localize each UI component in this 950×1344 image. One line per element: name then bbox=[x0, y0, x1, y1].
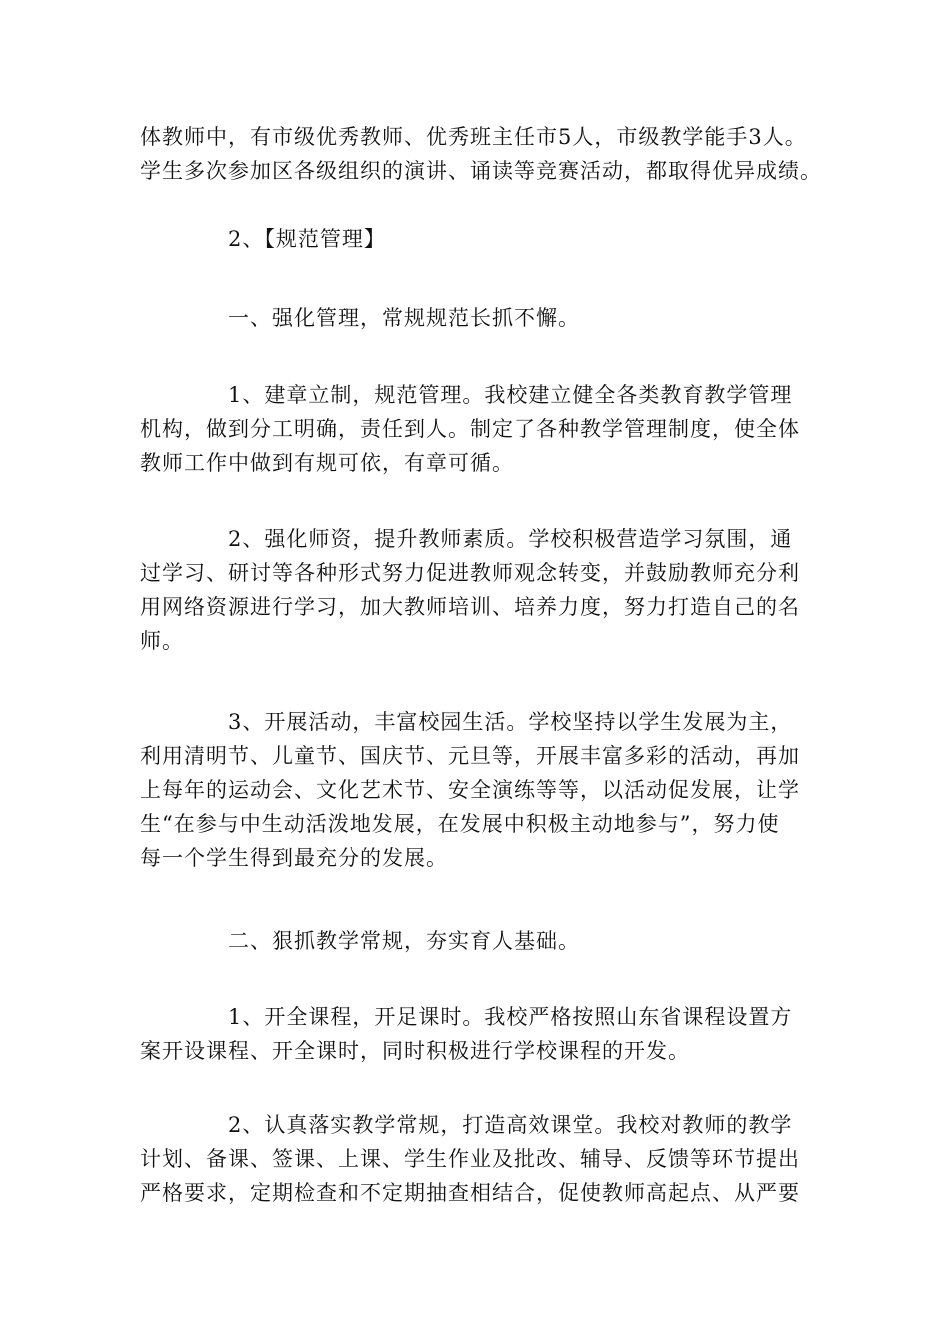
text-line: 体教师中，有市级优秀教师、优秀班主任市5人，市级教学能手3人。 bbox=[140, 125, 807, 149]
paragraph-rules bbox=[140, 378, 812, 480]
section-heading-management bbox=[140, 222, 812, 256]
text-line: 严格要求，定期检查和不定期抽查相结合，促使教师高起点、从严要 bbox=[140, 1181, 800, 1205]
subheading-teaching-routine bbox=[140, 924, 812, 958]
paragraph-activities bbox=[140, 705, 812, 875]
paragraph-classroom bbox=[140, 1108, 812, 1210]
text-line: 2、【规范管理】 bbox=[140, 227, 386, 251]
text-line: 1、开全课程，开足课时。我校严格按照山东省课程设置方 bbox=[140, 1005, 793, 1029]
text-line: 生“在参与中生动活泼地发展，在发展中积极主动地参与”，努力使 bbox=[140, 812, 780, 836]
text-line: 师。 bbox=[140, 629, 184, 653]
subheading-strengthen-management bbox=[140, 301, 812, 335]
text-line: 学生多次参加区各级组织的演讲、诵读等竞赛活动，都取得优异成绩。 bbox=[140, 159, 822, 183]
text-line: 二、狠抓教学常规，夯实育人基础。 bbox=[140, 929, 580, 953]
text-line: 用网络资源进行学习，加大教师培训、培养力度，努力打造自己的名 bbox=[140, 595, 800, 619]
text-line: 每一个学生得到最充分的发展。 bbox=[140, 846, 448, 870]
text-line: 2、强化师资，提升教师素质。学校积极营造学习氛围，通 bbox=[140, 527, 793, 551]
paragraph-achievements bbox=[140, 120, 822, 188]
text-line: 3、开展活动，丰富校园生活。学校坚持以学生发展为主， bbox=[140, 710, 793, 734]
text-line: 利用清明节、儿童节、国庆节、元旦等，开展丰富多彩的活动，再加 bbox=[140, 744, 800, 768]
text-line: 教师工作中做到有规可依，有章可循。 bbox=[140, 451, 514, 475]
text-line: 上每年的运动会、文化艺术节、安全演练等等，以活动促发展，让学 bbox=[140, 778, 800, 802]
text-line: 1、建章立制，规范管理。我校建立健全各类教育教学管理 bbox=[140, 383, 793, 407]
text-line: 过学习、研讨等各种形式努力促进教师观念转变，并鼓励教师充分利 bbox=[140, 561, 800, 585]
text-line: 一、强化管理，常规规范长抓不懈。 bbox=[140, 306, 580, 330]
text-line: 案开设课程、开全课时，同时积极进行学校课程的开发。 bbox=[140, 1039, 690, 1063]
text-line: 2、认真落实教学常规，打造高效课堂。我校对教师的教学 bbox=[140, 1113, 793, 1137]
text-line: 机构，做到分工明确，责任到人。制定了各种教学管理制度，使全体 bbox=[140, 417, 800, 441]
paragraph-curriculum bbox=[140, 1000, 812, 1068]
paragraph-teachers bbox=[140, 522, 812, 658]
text-line: 计划、备课、签课、上课、学生作业及批改、辅导、反馈等环节提出 bbox=[140, 1147, 800, 1171]
